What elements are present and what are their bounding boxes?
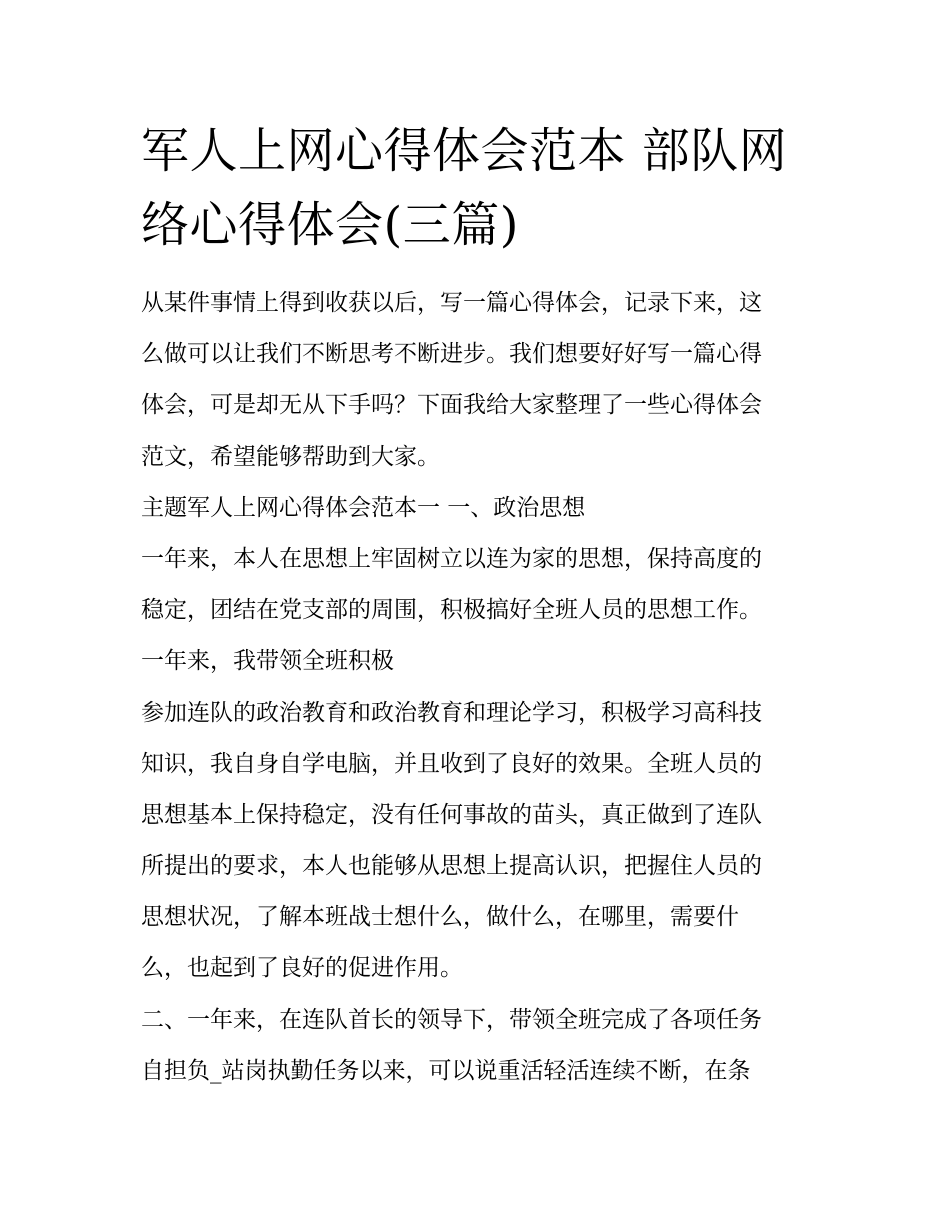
body-line: 体会，可是却无从下手吗？下面我给大家整理了一些心得体会 [141,392,762,419]
title-line-1: 军人上网心得体会范本 部队网 [141,123,788,179]
body-line: 么做可以让我们不断思考不断进步。我们想要好好写一篇心得 [141,341,762,368]
document-body [141,278,821,1097]
body-line: 自担负_站岗执勤任务以来，可以说重活轻活连续不断，在条 [141,1057,751,1084]
body-line: 一年来，我带领全班积极 [141,648,394,675]
body-line: 一年来，本人在思想上牢固树立以连为家的思想，保持高度的 [141,545,762,572]
body-line: 从某件事情上得到收获以后，写一篇心得体会，记录下来，这 [141,290,762,316]
section-heading: 主题军人上网心得体会范本一 一、政治思想 [141,494,586,521]
body-line: 思想基本上保持稳定，没有任何事故的苗头，真正做到了连队 [141,801,762,828]
body-line: 稳定，团结在党支部的周围，积极搞好全班人员的思想工作。 [141,597,762,624]
body-line: 参加连队的政治教育和政治教育和理论学习，积极学习高科技 [141,699,762,726]
body-line: 范文，希望能够帮助到大家。 [141,443,440,470]
document-title [141,114,821,262]
title-line-2: 络心得体会(三篇) [141,197,519,253]
body-line: 知识，我自身自学电脑，并且收到了良好的效果。全班人员的 [141,750,762,777]
body-line: 二、一年来，在连队首长的领导下，带领全班完成了各项任务 [141,1006,762,1033]
body-line: 所提出的要求，本人也能够从思想上提高认识，把握住人员的 [141,853,762,880]
body-line: 么，也起到了良好的促进作用。 [141,955,463,982]
body-line: 思想状况，了解本班战士想什么，做什么，在哪里，需要什 [141,904,739,931]
